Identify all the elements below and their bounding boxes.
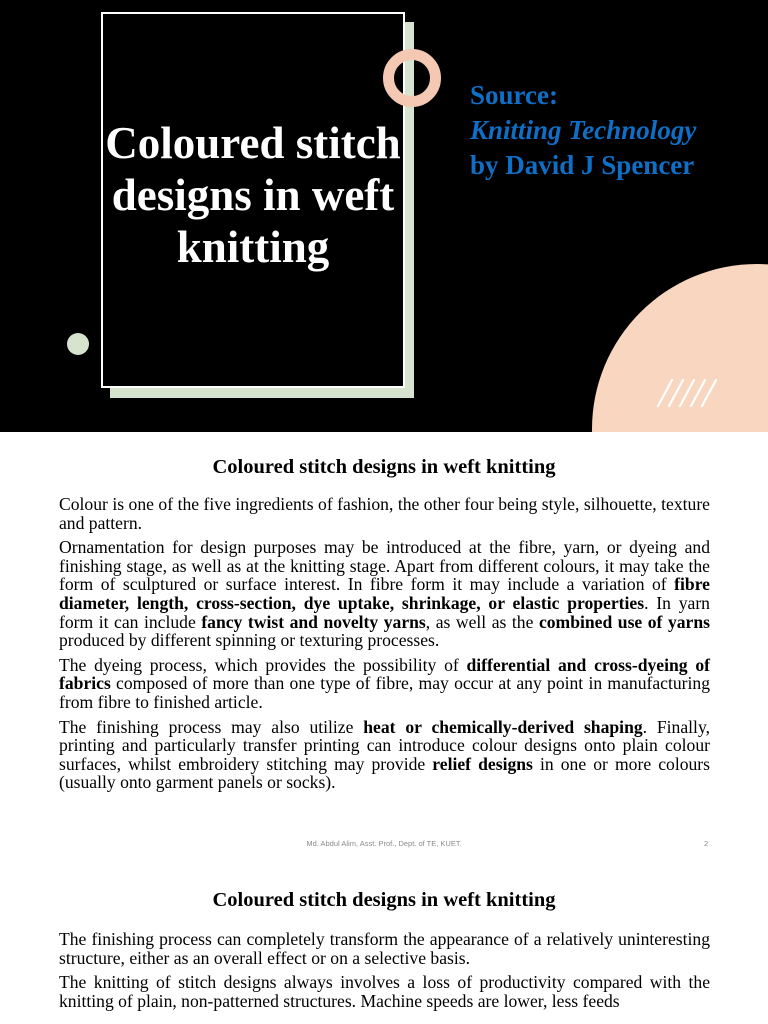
cover-slide bbox=[0, 0, 768, 432]
diagonal-lines-decoration bbox=[656, 378, 720, 408]
page-number: 2 bbox=[704, 839, 709, 848]
text-run: The dyeing process, which provides the possibility of bbox=[59, 654, 467, 675]
text-run: produced by different spinning or texturing processes. bbox=[59, 630, 440, 651]
slide-body bbox=[59, 930, 710, 1016]
text-run: , as well as the bbox=[425, 611, 539, 632]
bold-run: heat or chemically-derived shaping bbox=[363, 716, 643, 737]
title-frame bbox=[101, 12, 405, 388]
slide-heading: Coloured stitch designs in weft knitting bbox=[212, 456, 556, 478]
peach-ring-decoration bbox=[383, 49, 441, 107]
slide-footer: Md. Abdul Alim, Asst. Prof., Dept. of TE, KUET. bbox=[306, 839, 462, 848]
text-slide-1 bbox=[0, 432, 768, 860]
text-slide-2 bbox=[0, 860, 768, 1024]
source-author: by David J Spencer bbox=[470, 150, 695, 180]
paragraph-3 bbox=[59, 656, 710, 712]
bold-run: differential and cross-dyeing of fabrics bbox=[59, 654, 710, 694]
bold-run: combined use of yarns bbox=[538, 611, 710, 632]
slide-heading: Coloured stitch designs in weft knitting bbox=[212, 889, 556, 911]
bold-run: fancy twist and novelty yarns bbox=[201, 611, 426, 632]
slide-body bbox=[59, 495, 710, 798]
paragraph-2: The knitting of stitch designs always involves a loss of productivity compared with the knitting of plain, non-patterned structures. Machine speeds are lower, less feeds bbox=[59, 972, 710, 1011]
text-run: . Finally, printing and particularly transfer printing can introduce colour designs onto plain colour surfaces, whilst embroidery stitching may provide bbox=[59, 716, 710, 774]
source-label: Source: bbox=[470, 80, 558, 110]
text-run: composed of more than one type of fibre, may occur at any point in manufacturing from fibre to finished article. bbox=[59, 673, 710, 712]
paragraph-1: The finishing process can completely transform the appearance of a relatively uninteresting structure, either as an overall effect or on a selective basis. bbox=[59, 929, 710, 968]
paragraph-4 bbox=[59, 718, 710, 792]
source-citation bbox=[470, 78, 696, 183]
bold-run: relief designs bbox=[432, 753, 533, 774]
sage-dot-decoration bbox=[67, 333, 89, 355]
paragraph-1: Colour is one of the five ingredients of fashion, the other four being style, silhouette, texture and pattern. bbox=[59, 494, 710, 533]
text-run: in one or more colours (usually onto garment panels or socks). bbox=[59, 753, 711, 793]
paragraph-2 bbox=[59, 538, 710, 650]
text-run: The finishing process may also utilize bbox=[59, 716, 364, 737]
text-run: . In yarn form it can include bbox=[59, 592, 710, 632]
source-book-title: Knitting Technology bbox=[470, 115, 697, 145]
bold-run: fibre diameter, length, cross-section, dye uptake, shrinkage, or elastic properties bbox=[59, 574, 710, 613]
cover-title: Coloured stitch designs in weft knitting bbox=[105, 118, 401, 272]
text-run: Ornamentation for design purposes may be introduced at the fibre, yarn, or dyeing and finishing stage, as well as at the knitting stage. Apart from different colours, it may take the form of sculptured or surface interest. In fibre form it may include a variation of bbox=[59, 537, 710, 595]
